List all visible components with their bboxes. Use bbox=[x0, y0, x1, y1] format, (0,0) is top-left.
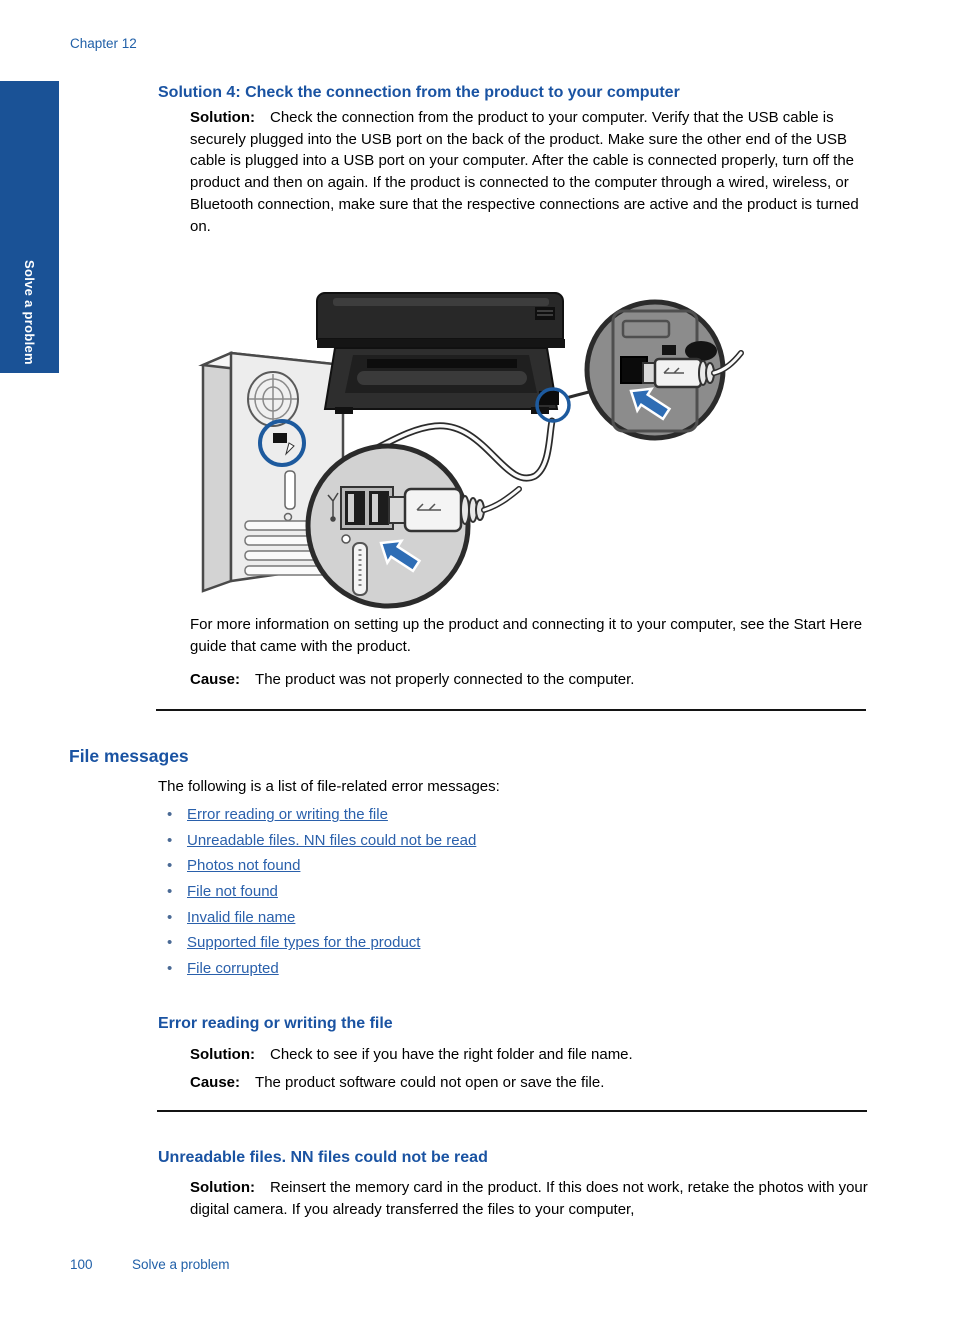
divider bbox=[156, 709, 866, 711]
error-reading-heading: Error reading or writing the file bbox=[158, 1015, 393, 1032]
solution4-paragraph bbox=[190, 107, 870, 237]
solution-text: Reinsert the memory card in the product. If this does not work, retake the photos with your digital camera. If you already transferred the files to your computer, bbox=[190, 1179, 868, 1218]
link-file-corrupted[interactable]: File corrupted bbox=[187, 960, 279, 978]
printer-illustration bbox=[317, 293, 565, 414]
leader-line-printer bbox=[566, 392, 589, 398]
bullet-icon: • bbox=[167, 883, 173, 901]
cause-label: Cause: bbox=[190, 1074, 241, 1091]
link-photos-not-found[interactable]: Photos not found bbox=[187, 857, 301, 875]
cause-text: The product software could not open or save the file. bbox=[255, 1074, 605, 1091]
link-supported-file-types[interactable]: Supported file types for the product bbox=[187, 934, 421, 952]
computer-usb-port-zoom bbox=[308, 446, 519, 606]
file-messages-intro: The following is a list of file-related error messages: bbox=[158, 778, 500, 795]
list-item bbox=[158, 960, 476, 986]
solution-label: Solution: bbox=[190, 1179, 255, 1196]
bullet-icon: • bbox=[167, 831, 173, 849]
list-item bbox=[158, 857, 476, 883]
solution-label: Solution: bbox=[190, 1046, 255, 1063]
error-reading-cause bbox=[190, 1072, 870, 1094]
solution-text: Check to see if you have the right folder and file name. bbox=[269, 1046, 633, 1063]
usb-connector-icon bbox=[643, 353, 741, 387]
list-item bbox=[158, 832, 476, 858]
footer-section-label: Solve a problem bbox=[132, 1257, 230, 1272]
fan-grille-icon bbox=[248, 372, 298, 426]
more-info-paragraph: For more information on setting up the product and connecting it to your computer, see the Start Here guide that came with the product. bbox=[190, 616, 863, 655]
unreadable-files-solution bbox=[190, 1177, 870, 1220]
serial-port bbox=[285, 471, 295, 509]
cause-paragraph-1 bbox=[190, 669, 870, 691]
solution-label: Solution: bbox=[190, 109, 255, 126]
solution4-heading: Solution 4: Check the connection from the product to your computer bbox=[158, 84, 680, 101]
list-item bbox=[158, 934, 476, 960]
chapter-label: Chapter 12 bbox=[70, 36, 137, 51]
file-messages-heading: File messages bbox=[69, 746, 189, 766]
link-error-reading[interactable]: Error reading or writing the file bbox=[187, 806, 388, 823]
bullet-icon: • bbox=[167, 857, 173, 875]
bullet-icon: • bbox=[167, 934, 173, 952]
list-item bbox=[158, 806, 476, 832]
solution4-text: Check the connection from the product to your computer. Verify that the USB cable is securely plugged into the USB port on the back of the product. Make sure the other end of the USB cable is plugged into a USB port on your computer. After the cable is connected properly, turn off the product and then on again. If the product is connected to the computer through a wired, wireless, or Bluetooth connection, make sure that the respective connections are active and the product is turned on. bbox=[190, 109, 859, 235]
cause-label: Cause: bbox=[190, 671, 241, 688]
sidebar-tab bbox=[0, 81, 59, 373]
page-number: 100 bbox=[70, 1257, 93, 1272]
usb-connector-icon-2 bbox=[389, 489, 519, 531]
usb-connection-illustration bbox=[185, 281, 775, 611]
link-unreadable-files[interactable]: Unreadable files. NN files could not be read bbox=[187, 831, 477, 849]
list-item bbox=[158, 883, 476, 909]
bullet-icon: • bbox=[167, 806, 173, 823]
cause-text: The product was not properly connected to the computer. bbox=[255, 671, 635, 688]
bullet-icon: • bbox=[167, 908, 173, 926]
printer-usb-port-zoom bbox=[587, 302, 741, 438]
list-item bbox=[158, 909, 476, 935]
unreadable-files-heading: Unreadable files. NN files could not be read bbox=[158, 1149, 488, 1166]
sidebar-tab-label: Solve a problem bbox=[22, 260, 37, 365]
file-messages-link-list bbox=[158, 806, 476, 986]
error-reading-solution bbox=[190, 1044, 870, 1066]
link-file-not-found[interactable]: File not found bbox=[187, 883, 278, 901]
bullet-icon: • bbox=[167, 960, 173, 978]
divider bbox=[157, 1110, 867, 1112]
link-invalid-file-name[interactable]: Invalid file name bbox=[187, 908, 296, 926]
tower-usb-port bbox=[273, 433, 287, 443]
